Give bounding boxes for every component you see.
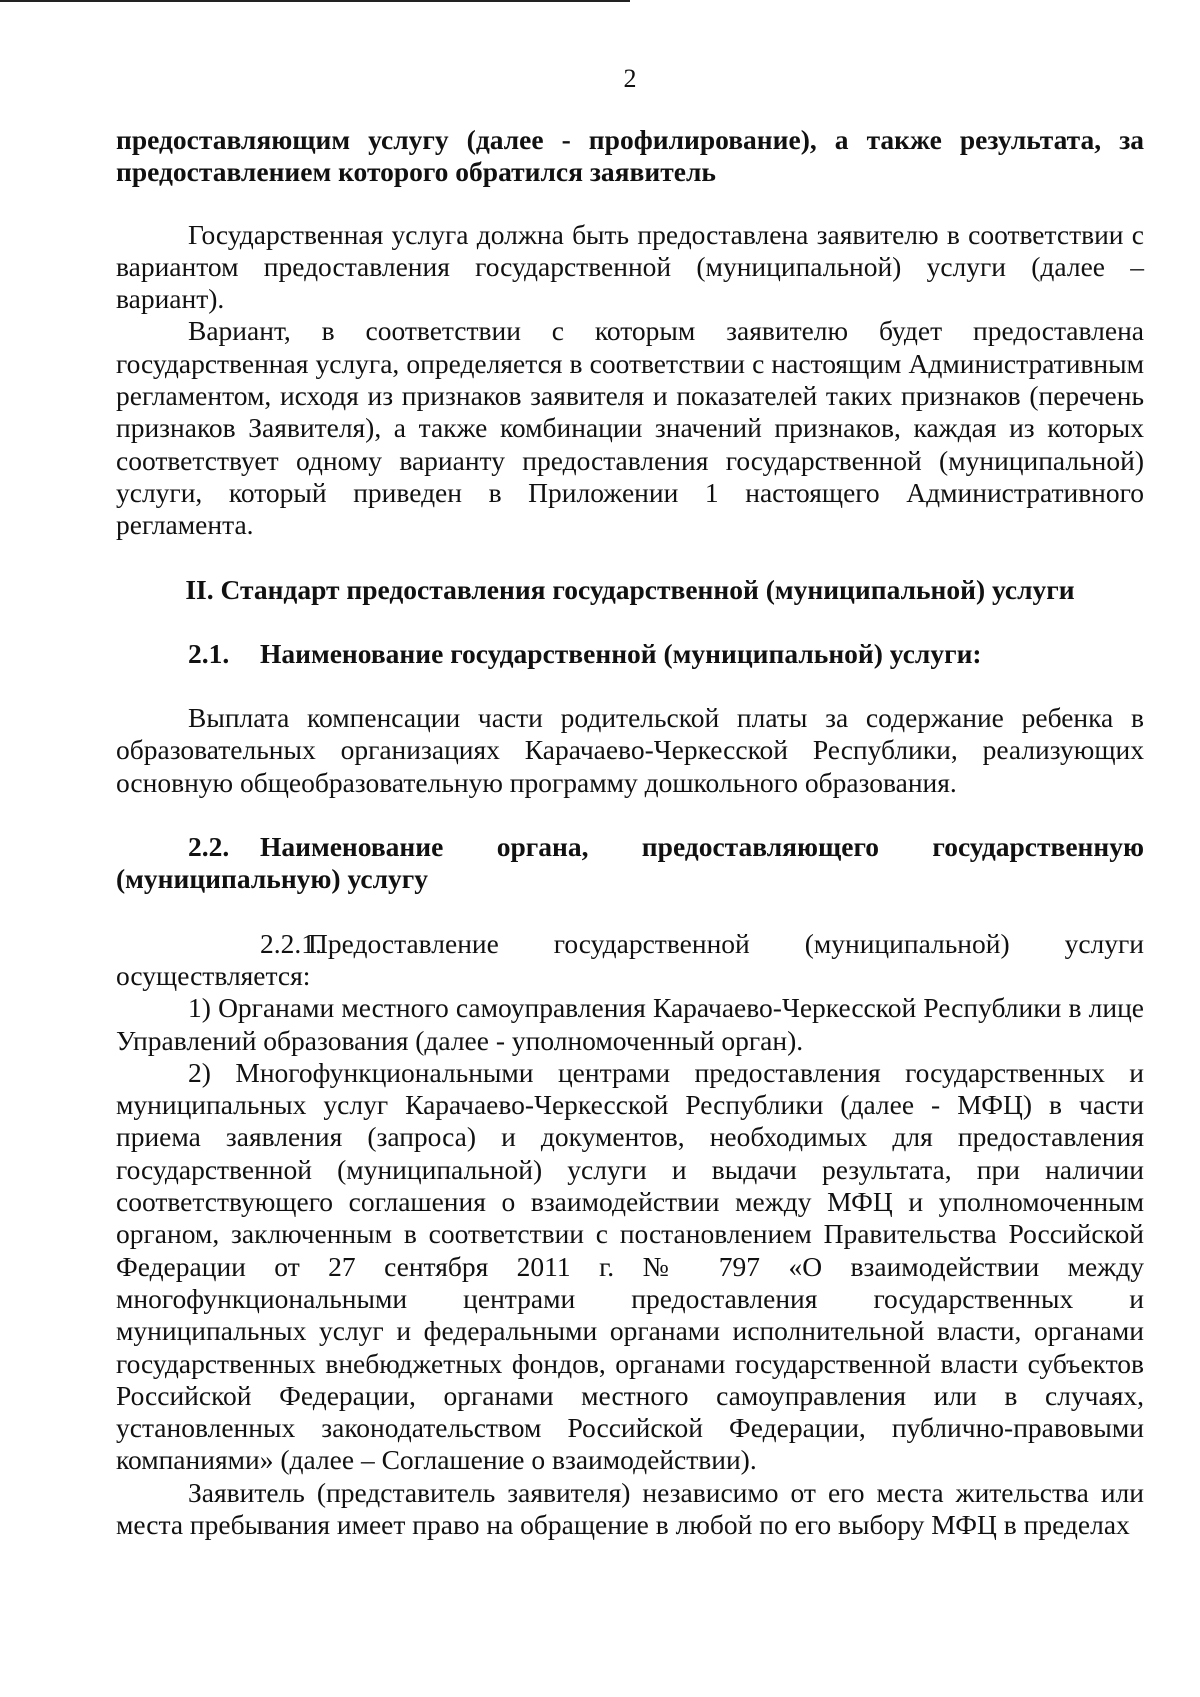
paragraph-variant-definition: Вариант, в соответствии с которым заявителю будет предоставлена государственная услуга, определяется в соответствии с настоящим Административным регламентом, исходя из признаков заявителя и показателей таких признаков (перечень признаков Заявителя), а также комбинации значений признаков, каждая из которых соответствует одному варианту предоставления государственной (муниципальной) услуги, который приведен в Приложении 1 настоящего Административного регламента. (116, 315, 1144, 541)
paragraph-2-2-1-number: 2.2.1. (260, 927, 322, 959)
list-item-1: 1) Органами местного самоуправления Карачаево-Черкесской Республики в лице Управлений образования (далее - уполномоченный орган). (116, 992, 1144, 1056)
paragraph-applicant-rights: Заявитель (представитель заявителя) независимо от его места жительства или места пребывания имеет право на обращение в любой по его выбору МФЦ в пределах (116, 1476, 1144, 1540)
top-border-line (0, 0, 630, 2)
heading-2-2-text: Наименование органа, предоставляющего государственную (муниципальную) услугу (116, 831, 1144, 895)
document-body (116, 124, 1144, 1541)
spacer (116, 542, 1144, 574)
paragraph-service-name: Выплата компенсации части родительской платы за содержание ребенка в образовательных организациях Карачаево-Черкесской Республики, реализующих основную общеобразовательную программу дошкольного образования. (116, 702, 1144, 798)
section-heading: II. Стандарт предоставления государственной (муниципальной) услуги (185, 573, 1075, 605)
paragraph-2-2-1 (116, 928, 1144, 993)
list-item-2: 2) Многофункциональными центрами предоставления государственных и муниципальных услуг Карачаево-Черкесской Республики (далее - МФЦ) в части приема заявления (запроса) и документов, необходимых для предоставления государственной (муниципальной) услуги и выдачи результата, при наличии соответствующего соглашения о взаимодействии между МФЦ и уполномоченным органом, заключенным в соответствии с постановлением Правительства Российской Федерации от 27 сентября 2011 г. № 797 «О взаимодействии между многофункциональными центрами предоставления государственных и муниципальных услуг и федеральными органами исполнительной власти, органами государственных внебюджетных фондов, органами государственной власти субъектов Российской Федерации, органами местного самоуправления или в случаях, установленных законодательством Российской Федерации, публично-правовыми компаниями» (далее – Соглашение о взаимодействии). (116, 1056, 1144, 1476)
spacer (116, 896, 1144, 928)
heading-2-2-number: 2.2. (188, 831, 230, 863)
spacer (116, 189, 1144, 219)
heading-2-1-text: Наименование государственной (муниципальной) услуги: (260, 637, 982, 669)
paragraph-2-2-1-text: Предоставление государственной (муниципальной) услуги осуществляется: (116, 927, 1144, 991)
paragraph-variant-intro: Государственная услуга должна быть предоставлена заявителю в соответствии с вариантом предоставления государственной (муниципальной) услуги (далее – вариант). (116, 218, 1144, 315)
heading-2-1 (116, 638, 1144, 670)
heading-2-2 (116, 831, 1144, 896)
heading-2-1-number: 2.1. (188, 637, 230, 669)
page-number: 2 (623, 64, 637, 93)
spacer (116, 670, 1144, 702)
spacer (116, 799, 1144, 831)
spacer (116, 606, 1144, 638)
intro-bold-paragraph: предоставляющим услугу (далее - профилирование), а также результата, за предоставлением которого обратился заявитель (116, 124, 1144, 188)
